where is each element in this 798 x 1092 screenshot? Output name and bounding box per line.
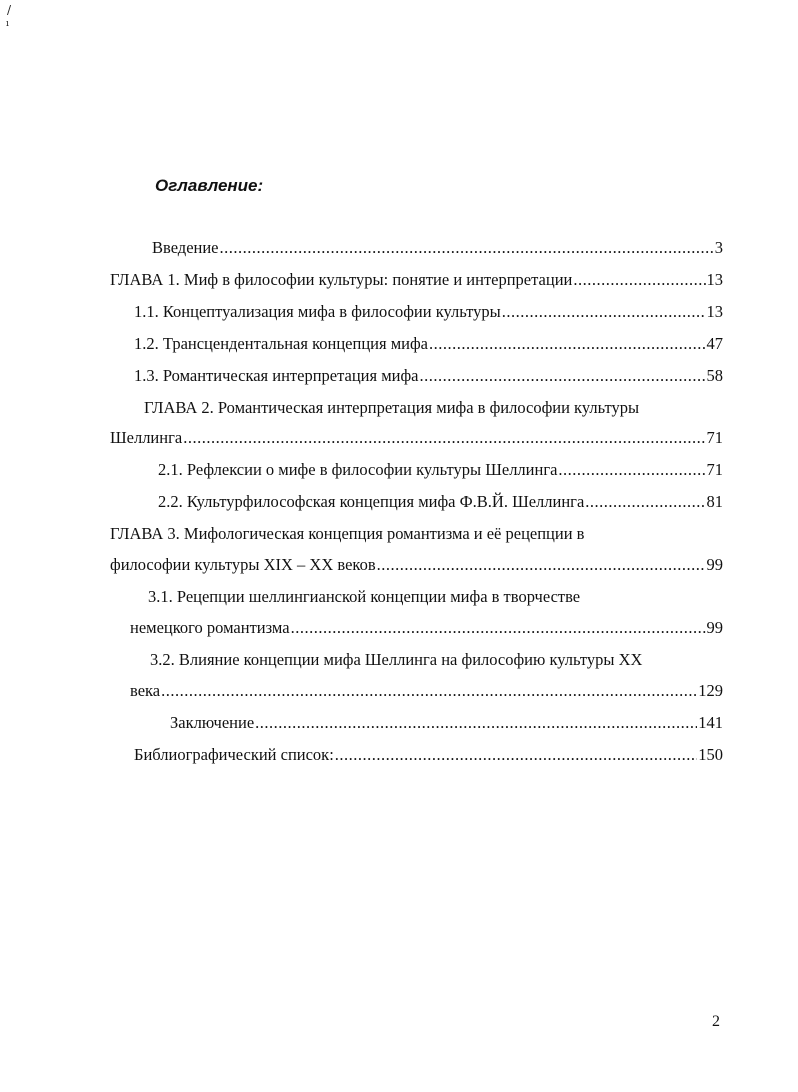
toc-entry-title: 1.1. Концептуализация мифа в философии культуры — [134, 302, 501, 321]
toc-entry-title: 1.2. Трансцендентальная концепция мифа — [134, 334, 428, 353]
dot-leader — [335, 745, 697, 765]
dot-leader — [183, 428, 705, 448]
dot-leader — [420, 366, 706, 386]
toc-entry-page: 13 — [706, 302, 723, 321]
toc-entry-page: 58 — [706, 366, 723, 385]
toc-entry-section-1-3 — [134, 366, 723, 388]
toc-entry-conclusion — [170, 713, 723, 735]
toc-entry-section-3-1 — [130, 618, 723, 640]
toc-entry-page: 141 — [698, 713, 723, 732]
toc-entry-chapter-1 — [110, 270, 723, 292]
dot-leader — [585, 492, 705, 512]
toc-entry-title: Введение — [152, 238, 219, 257]
toc-entry-title: философии культуры XIX – XX веков — [110, 555, 376, 574]
dot-leader — [558, 460, 705, 480]
toc-entry-bibliography — [134, 745, 723, 767]
toc-entry-page: 99 — [706, 555, 723, 574]
toc-heading: Оглавление: — [155, 176, 264, 195]
toc-entry-section-2-2 — [158, 492, 723, 514]
dot-leader — [161, 681, 697, 701]
toc-entry-title: Заключение — [170, 713, 255, 732]
toc-entry-page: 13 — [706, 270, 723, 289]
toc-entry-page: 99 — [706, 618, 723, 637]
toc-entry-chapter-3-line1: ГЛАВА 3. Мифологическая концепция романтизма и её рецепции в — [110, 524, 585, 543]
dot-leader — [502, 302, 706, 322]
toc-entry-page: 71 — [706, 460, 723, 479]
toc-entry-title: ГЛАВА 1. Миф в философии культуры: понятие и интерпретации — [110, 270, 573, 289]
dot-leader — [220, 238, 714, 258]
toc-entry-title: немецкого романтизма — [130, 618, 290, 637]
toc-entry-section-2-1 — [158, 460, 723, 482]
dot-leader — [255, 713, 697, 733]
dot-leader — [429, 334, 706, 354]
toc-entry-section-1-1 — [134, 302, 723, 324]
toc-entry-chapter-2 — [110, 428, 723, 450]
toc-entry-title: 2.1. Рефлексии о мифе в философии культуры Шеллинга — [158, 460, 558, 479]
scan-artifact-mark: ı — [6, 19, 9, 29]
toc-entry-title: века — [130, 681, 161, 700]
toc-entry-page: 71 — [706, 428, 723, 447]
toc-entry-title: Шеллинга — [110, 428, 183, 447]
dot-leader — [291, 618, 706, 638]
page-number: 2 — [712, 1013, 720, 1030]
toc-entry-title: 1.3. Романтическая интерпретация мифа — [134, 366, 419, 385]
toc-entry-page: 150 — [698, 745, 723, 764]
scan-artifact-mark: / — [7, 3, 12, 17]
toc-entry-section-3-2-line1: 3.2. Влияние концепции мифа Шеллинга на философию культуры XX — [150, 650, 643, 669]
toc-entry-intro — [152, 238, 723, 260]
toc-entry-title: 2.2. Культурфилософская концепция мифа Ф.В.Й. Шеллинга — [158, 492, 585, 511]
toc-entry-page: 3 — [714, 238, 723, 257]
dot-leader — [377, 555, 706, 575]
dot-leader — [573, 270, 705, 290]
toc-entry-section-3-2 — [130, 681, 723, 703]
toc-entry-title: Библиографический список: — [134, 745, 334, 764]
toc-entry-page: 81 — [706, 492, 723, 511]
toc-entry-chapter-3 — [110, 555, 723, 577]
toc-entry-chapter-2-line1: ГЛАВА 2. Романтическая интерпретация мифа в философии культуры — [144, 398, 640, 417]
toc-entry-page: 47 — [706, 334, 723, 353]
toc-entry-section-1-2 — [134, 334, 723, 356]
toc-entry-section-3-1-line1: 3.1. Рецепции шеллингианской концепции мифа в творчестве — [148, 587, 581, 606]
toc-entry-page: 129 — [698, 681, 723, 700]
